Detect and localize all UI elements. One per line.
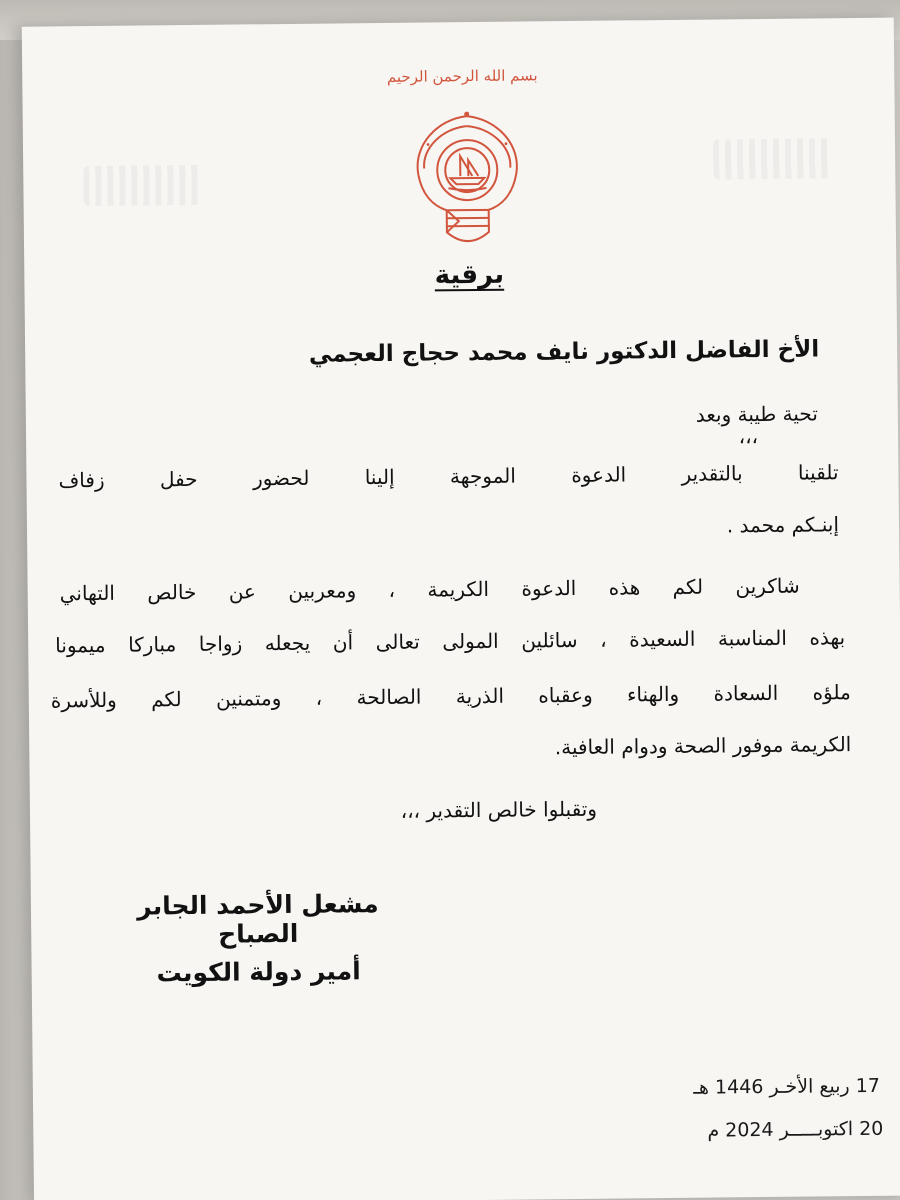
signature-title: أمير دولة الكويت bbox=[156, 956, 361, 988]
letter-paper bbox=[22, 18, 900, 1200]
document-title: برقية bbox=[434, 259, 505, 291]
emboss-pattern-left bbox=[83, 165, 203, 206]
kuwait-emblem-icon bbox=[408, 103, 528, 254]
body-paragraph-2-line-2: بهذه المناسبة السعيدة ، سائلين المولى تعالى أن يجعله زواجا مباركا ميمونا bbox=[55, 625, 846, 658]
addressee-line: الأخ الفاضل الدكتور نايف محمد حجاج العجمي bbox=[308, 336, 820, 368]
signature-name: مشعل الأحمد الجابر الصباح bbox=[137, 889, 379, 949]
date-gregorian: 20 اكتوبـــــر 2024 م bbox=[707, 1117, 884, 1142]
emboss-pattern-right bbox=[713, 138, 833, 179]
body-paragraph-1-line-2: إبنـكم محمد . bbox=[726, 512, 840, 538]
greeting-line: تحية طيبة وبعد bbox=[695, 401, 818, 427]
closing-line: وتقبلوا خالص التقدير ،،، bbox=[400, 796, 598, 823]
greeting-ellipsis: ،،، bbox=[738, 424, 759, 449]
body-paragraph-2-line-3: ملؤه السعادة والهناء وعقباه الذرية الصالحة ، ومتمنين لكم وللأسرة bbox=[50, 680, 851, 713]
basmala-header: بسم الله الرحمن الرحيم bbox=[386, 66, 538, 86]
date-hijri: 17 ربيع الأخـر 1446 هـ bbox=[693, 1074, 880, 1099]
body-paragraph-1-line-1: تلقينا بالتقدير الدعوة الموجهة إلينا لحضور حفل زفاف bbox=[58, 460, 839, 493]
body-paragraph-2-line-1: شاكرين لكم هذه الدعوة الكريمة ، ومعربين عن خالص التهاني bbox=[59, 573, 800, 606]
body-paragraph-2-line-4: الكريمة موفور الصحة ودوام العافية. bbox=[554, 732, 852, 760]
